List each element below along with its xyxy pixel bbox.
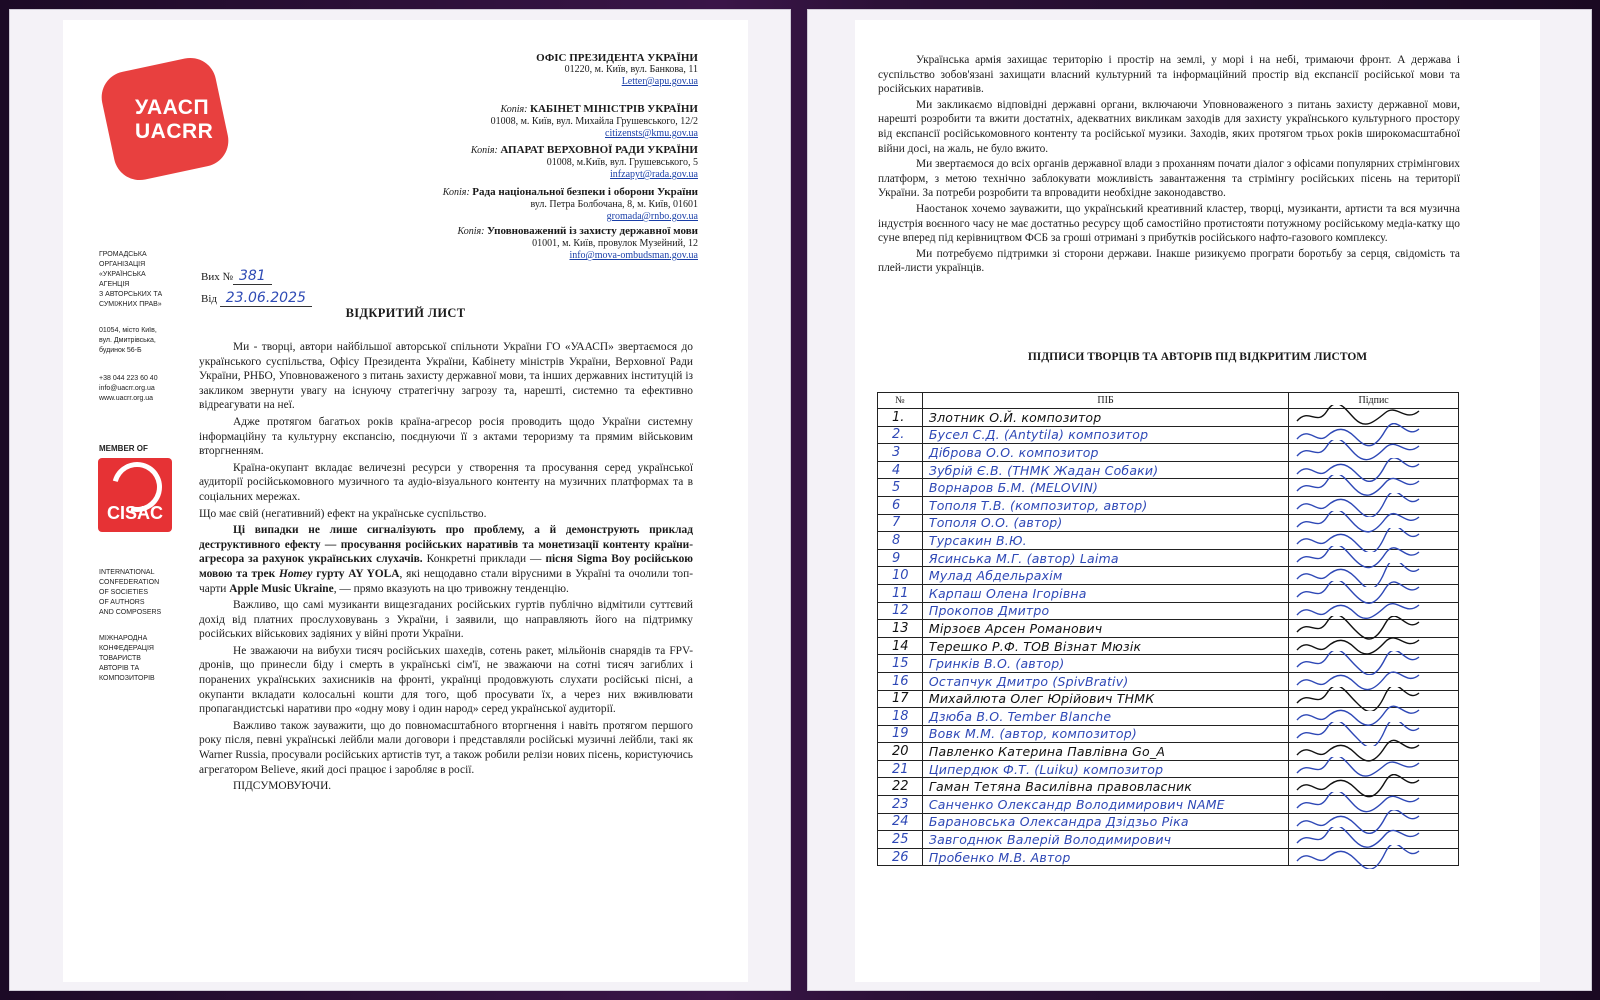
- signer-name: Завгоднюк Валерій Володимирович: [922, 831, 1288, 849]
- addressee-language-ombudsman: Копія: Уповноважений із захисту державної мови 01001, м. Київ, провулок Музейний, 12 info@mova-ombudsman.gov.ua: [457, 225, 698, 261]
- signer-name: Пробенко М.В. Автор: [922, 848, 1288, 866]
- row-number: 6: [878, 496, 923, 514]
- row-number: 13: [878, 620, 923, 638]
- column-header-number: №: [878, 393, 923, 409]
- paragraph: Українська армія захищає територію і простір на землі, у морі і на небі, тримаючи фронт. А держава і суспільство зобов'язані захищати власний культурний та інформаційний простір від експансії російської мови та російських наративів.: [878, 54, 1460, 96]
- row-number: 14: [878, 637, 923, 655]
- signer-name: Бусел С.Д. (Antytila) композитор: [922, 426, 1288, 444]
- cisac-name-en: INTERNATIONAL CONFEDERATION OF SOCIETIES OF AUTHORS AND COMPOSERS: [99, 569, 162, 616]
- letter-page-1: [63, 20, 748, 982]
- signer-name: Турсакин В.Ю.: [922, 532, 1288, 550]
- email-link[interactable]: Letter@apu.gov.ua: [621, 76, 698, 87]
- signer-name: Гаман Тетяна Василівна правовласник: [922, 778, 1288, 796]
- row-number: 2.: [878, 426, 923, 444]
- paragraph: Ці випадки не лише сигналізують про проблему, а й демонструють приклад деструктивного ефекту — просування російських наративів та монетизації контенту країни-агресора за рахунок українських слухачів. Конкретні приклади — пісня Sigma Boy російською мовою та трек Homey гурту AY YOLA, які нещодавно стали вірусними в Україні та очолили топ-чарти Apple Music Ukraine, — прямо вказують на цю тривожну тенденцію.: [199, 524, 693, 595]
- signer-name: Ципердюк Ф.Т. (Luiku) композитор: [922, 760, 1288, 778]
- addressee-rnbo: Копія: Рада національної безпеки і оборони України вул. Петра Болбочана, 8, м. Київ, 01601 gromada@rnbo.gov.ua: [442, 186, 698, 222]
- paragraph: ПІДСУМОВУЮЧИ.: [233, 780, 332, 793]
- signer-name: Тополя Т.В. (композитор, автор): [922, 496, 1288, 514]
- uaasp-logo: УААСП UACRR: [107, 64, 223, 174]
- letter-page-2: [855, 20, 1540, 982]
- signer-name: Павленко Катерина Павлівна Go_A: [922, 743, 1288, 761]
- member-of-label: MEMBER OF: [99, 444, 148, 453]
- signer-name: Мулад Абдельрахім: [922, 567, 1288, 585]
- signer-name: Терешко Р.Ф. ТОВ Візнат Мюзік: [922, 637, 1288, 655]
- letter-body-page-1: [199, 340, 693, 796]
- signer-name: Зубрій Є.В. (ТНМК Жадан Собаки): [922, 461, 1288, 479]
- row-number: 19: [878, 725, 923, 743]
- row-number: 15: [878, 655, 923, 673]
- addressee-cabinet: Копія: КАБІНЕТ МІНІСТРІВ УКРАЇНИ 01008, м. Київ, вул. Михайла Грушевського, 12/2 citizensts@kmu.gov.ua: [490, 103, 698, 139]
- row-number: 25: [878, 831, 923, 849]
- email-link[interactable]: info@mova-ombudsman.gov.ua: [569, 250, 698, 261]
- paragraph: Ми - творці, автори найбільшої авторської спільноти України ГО «УААСП» звертаємося до українського суспільства, Офісу Президента України, Кабінету міністрів України, Верховної Ради України, РНБО, Уповноваженого з питань захисту державної мови, та інших державних інституцій із закликом звернути увагу на існуючу стратегічну загрозу та, нарешті, системно та ефективно відреагувати на неї.: [199, 341, 693, 412]
- paragraph: Адже протягом багатьох років країна-агресор росія проводить щодо України системну інформаційну та культурну експансію, поєднуючи її з актами тероризму та прямим військовим вторгненням.: [199, 415, 693, 458]
- paragraph: Ми закликаємо відповідні державні органи, включаючи Уповноваженого з питань захисту державної мови, нарешті розробити та вжити достатніх, адекватних викликам заходів для захисту українського культурного простору від експансії російськомовного контенту та російської музики. Заходів, яких протягом трьох років широкомасштабної війни досі, на жаль, не було вжито.: [878, 98, 1460, 155]
- row-number: 26: [878, 848, 923, 866]
- row-number: 5: [878, 479, 923, 497]
- cisac-name-ua: МІЖНАРОДНА КОНФЕДЕРАЦІЯ ТОВАРИСТВ АВТОРІВ ТА КОМПОЗИТОРІВ: [99, 635, 155, 682]
- paragraph: Ми звертаємося до всіх органів державної влади з проханням почати діалог з офісами популярних стрімінгових платформ, з метою технічно заблокувати можливість завантаження та стрімінгу російських пісень на території України. За потреби розробити та впровадити необхідне законодавство.: [878, 158, 1460, 200]
- paragraph: Важливо також зауважити, що до повномасштабного вторгнення і навіть протягом першого року після, певні українські лейбли мали договори і представляли російські музичні лейбли, такі як Warner Russia, просували російських артистів тут, а також робили релізи нових пісень, користуючись агрегатором Believe, який досі працює і заробляє в росії.: [199, 719, 693, 776]
- row-number: 1.: [878, 409, 923, 427]
- signer-name: Остапчук Дмитро (SpivBrativ): [922, 672, 1288, 690]
- row-number: 12: [878, 602, 923, 620]
- row-number: 3: [878, 444, 923, 462]
- org-name: ГРОМАДСЬКА ОРГАНІЗАЦІЯ «УКРАЇНСЬКА АГЕНЦІЯ З АВТОРСЬКИХ ТА СУМІЖНИХ ПРАВ»: [99, 251, 163, 308]
- letter-title: ВІДКРИТИЙ ЛИСТ: [345, 306, 466, 320]
- signer-name: Ясинська М.Г. (автор) Laima: [922, 549, 1288, 567]
- paragraph: Країна-окупант вкладає величезні ресурси у створення та просування серед української аудиторії російськомовного музичного та аудіо-візуального контенту на музичних платформах та в соціальних мережах.: [199, 461, 693, 503]
- addressee-president-office: ОФІС ПРЕЗИДЕНТА УКРАЇНИ 01220, м. Київ, вул. Банкова, 11 Letter@apu.gov.ua: [536, 52, 698, 87]
- addressee-verkhovna-rada: Копія: АПАРАТ ВЕРХОВНОЇ РАДИ УКРАЇНИ 01008, м.Київ, вул. Грушевського, 5 infzapyt@rada.gov.ua: [470, 144, 698, 180]
- email-link[interactable]: infzapyt@rada.gov.ua: [610, 169, 698, 180]
- signer-name: Михайлюта Олег Юрійович ТНМК: [922, 690, 1288, 708]
- signer-name: Прокопов Дмитро: [922, 602, 1288, 620]
- signer-name: Ворнаров Б.М. (MELOVIN): [922, 479, 1288, 497]
- letter-body-page-2: [878, 53, 1460, 277]
- row-number: 10: [878, 567, 923, 585]
- row-number: 9: [878, 549, 923, 567]
- table-row: [878, 848, 1459, 866]
- email-link[interactable]: gromada@rnbo.gov.ua: [606, 211, 698, 222]
- cisac-logo: CISAC: [98, 458, 172, 532]
- column-header-signature: Підпис: [1289, 393, 1459, 409]
- paragraph: Ми потребуємо підтримки зі сторони держави. Інакше ризикуємо програти боротьбу за серця, свідомість та плей-листи українців.: [878, 247, 1460, 275]
- signatures-title: ПІДПИСИ ТВОРЦІВ ТА АВТОРІВ ПІД ВІДКРИТИМ ЛИСТОМ: [1027, 351, 1368, 363]
- signer-name: Барановська Олександра Дзідзьо Ріка: [922, 813, 1288, 831]
- row-number: 4: [878, 461, 923, 479]
- signer-name: Діброва О.О. композитор: [922, 444, 1288, 462]
- row-number: 16: [878, 672, 923, 690]
- signer-name: Злотник О.Й. композитор: [922, 409, 1288, 427]
- signer-name: Тополя О.О. (автор): [922, 514, 1288, 532]
- row-number: 21: [878, 760, 923, 778]
- email-link[interactable]: citizensts@kmu.gov.ua: [605, 128, 698, 139]
- signer-name: Вовк М.М. (автор, композитор): [922, 725, 1288, 743]
- signer-name: Санченко Олександр Володимирович NAME: [922, 796, 1288, 814]
- signer-name: Гринків В.О. (автор): [922, 655, 1288, 673]
- paragraph: Важливо, що самі музиканти вищезгаданих російських гуртів публічно відмітили суттєвий дохід від платних прослуховувань з України, і заявили, що направляють його на підтримку російських військових задіяних у війні проти України.: [199, 599, 693, 641]
- org-address: 01054, місто Київ, вул. Дмитрівська, будинок 56-Б: [99, 327, 157, 354]
- org-contacts: +38 044 223 60 40 info@uacrr.org.ua www.uacrr.org.ua: [99, 375, 158, 402]
- signer-name: Дзюба В.О. Tember Blanche: [922, 708, 1288, 726]
- outgoing-number: Вих № 381: [201, 268, 272, 284]
- row-number: 22: [878, 778, 923, 796]
- outgoing-date: Від 23.06.2025: [201, 290, 312, 306]
- row-number: 7: [878, 514, 923, 532]
- row-number: 24: [878, 813, 923, 831]
- row-number: 18: [878, 708, 923, 726]
- signatures-table: [877, 392, 1459, 866]
- paragraph: Що має свій (негативний) ефект на українське суспільство.: [199, 507, 487, 520]
- handwritten-signature: [1289, 848, 1459, 866]
- row-number: 20: [878, 743, 923, 761]
- row-number: 17: [878, 690, 923, 708]
- row-number: 23: [878, 796, 923, 814]
- row-number: 8: [878, 532, 923, 550]
- signer-name: Карпаш Олена Ігорівна: [922, 584, 1288, 602]
- signer-name: Мірзоєв Арсен Романович: [922, 620, 1288, 638]
- column-header-name: ПІБ: [922, 393, 1288, 409]
- row-number: 11: [878, 584, 923, 602]
- paragraph: Наостанок хочемо зауважити, що український креативний кластер, творці, музиканти, артисти та вся музична індустрія воєнного часу не має достатньо ресурсу щоб самостійно протистояти потужному російському медіа-катку що суне вперед під керівництвом ФСБ за гроші отримані з прибутків російського нафто-газового комплексу.: [878, 202, 1460, 245]
- paragraph: Не зважаючи на вибухи тисяч російських шахедів, сотень ракет, мільйонів снарядів та FPV-дронів, що принесли біду і смерть в українські сім'ї, не зважаючи на сотні тисяч загиблих і поранених українських захисників на фронті, українці продовжують слухати російські пісні, а окупанти вкладати колосальні кошти для того, щоб просувати їх, а через них вживлювати пропагандистські наративи про «одну мову і один народ» серед української аудиторії.: [199, 644, 693, 716]
